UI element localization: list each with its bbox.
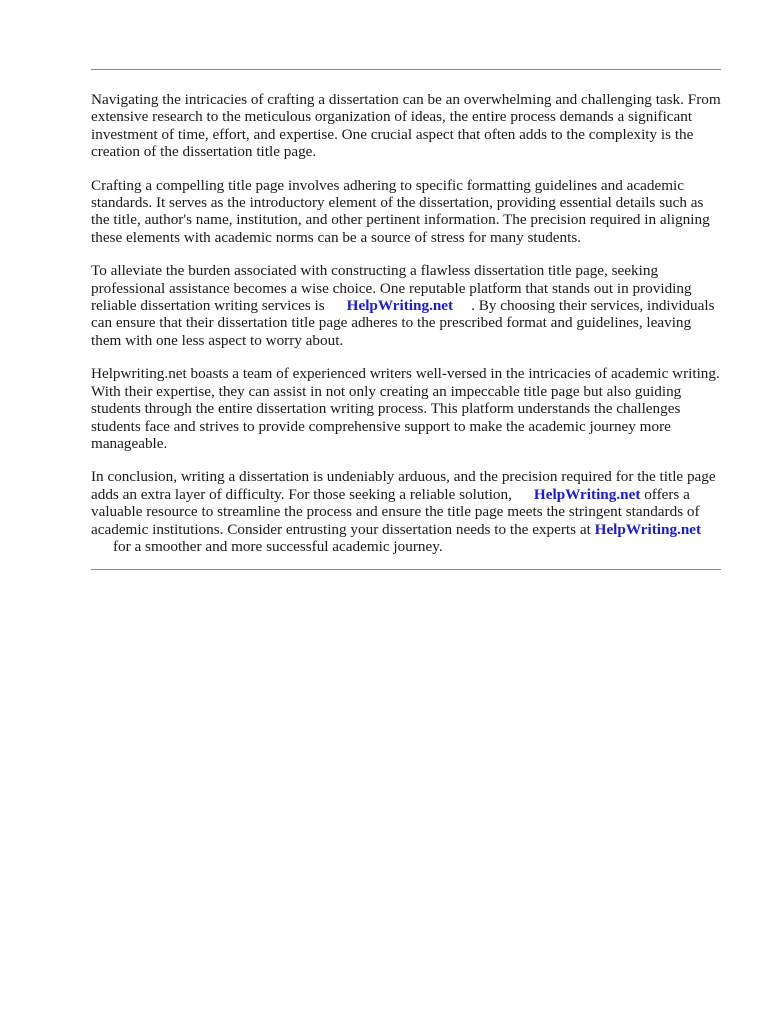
paragraph-assistance xyxy=(91,262,721,349)
document-body xyxy=(91,70,721,569)
paragraph-conclusion-text-before: In conclusion, writing a dissertation is undeniably arduous, and the precision required for the title page adds an extra layer of difficulty. For those seeking a reliable solution, xyxy=(91,468,716,503)
paragraph-assistance-text-after: . By choosing their services, individuals can ensure that their dissertation title page adheres to the prescribed format and guidelines, leaving them with one less aspect to worry about. xyxy=(91,297,715,349)
helpwriting-link[interactable]: HelpWriting.net xyxy=(533,485,641,503)
paragraph-conclusion-text-after: for a smoother and more successful academic journey. xyxy=(113,537,443,555)
helpwriting-link[interactable]: HelpWriting.net xyxy=(594,520,702,538)
paragraph-assistance-text-before: To alleviate the burden associated with constructing a flawless dissertation title page, seeking professional assistance becomes a wise choice. One reputable platform that stands out in providing reliable dissertation writing services is xyxy=(91,262,692,315)
paragraph-conclusion-text-middle: offers a valuable resource to streamline the process and ensure the title page meets the stringent standards of academic institutions. Consider entrusting your dissertation needs to the experts at xyxy=(91,485,700,538)
helpwriting-link[interactable]: HelpWriting.net xyxy=(346,297,454,315)
paragraph-team: Helpwriting.net boasts a team of experienced writers well-versed in the intricacies of academic writing. With their expertise, they can assist in not only creating an impeccable title page but also guiding students through the entire dissertation writing process. This platform understands the challenges students face and strives to provide comprehensive support to make the academic journey more manageable. xyxy=(91,365,720,452)
paragraph-title-page: Crafting a compelling title page involves adhering to specific formatting guidelines and academic standards. It serves as the introductory element of the dissertation, providing essential details such as the title, author's name, institution, and other pertinent information. The precision required in aligning these elements with academic norms can be a source of stress for many students. xyxy=(91,176,710,246)
paragraph-intro: Navigating the intricacies of crafting a dissertation can be an overwhelming and challenging task. From extensive research to the meticulous organization of ideas, the entire process demands a significant investment of time, effort, and expertise. One crucial aspect that often adds to the complexity is the creation of the dissertation title page. xyxy=(91,91,721,161)
paragraph-conclusion xyxy=(91,468,721,555)
bottom-divider xyxy=(91,569,721,570)
document-page xyxy=(91,69,721,570)
